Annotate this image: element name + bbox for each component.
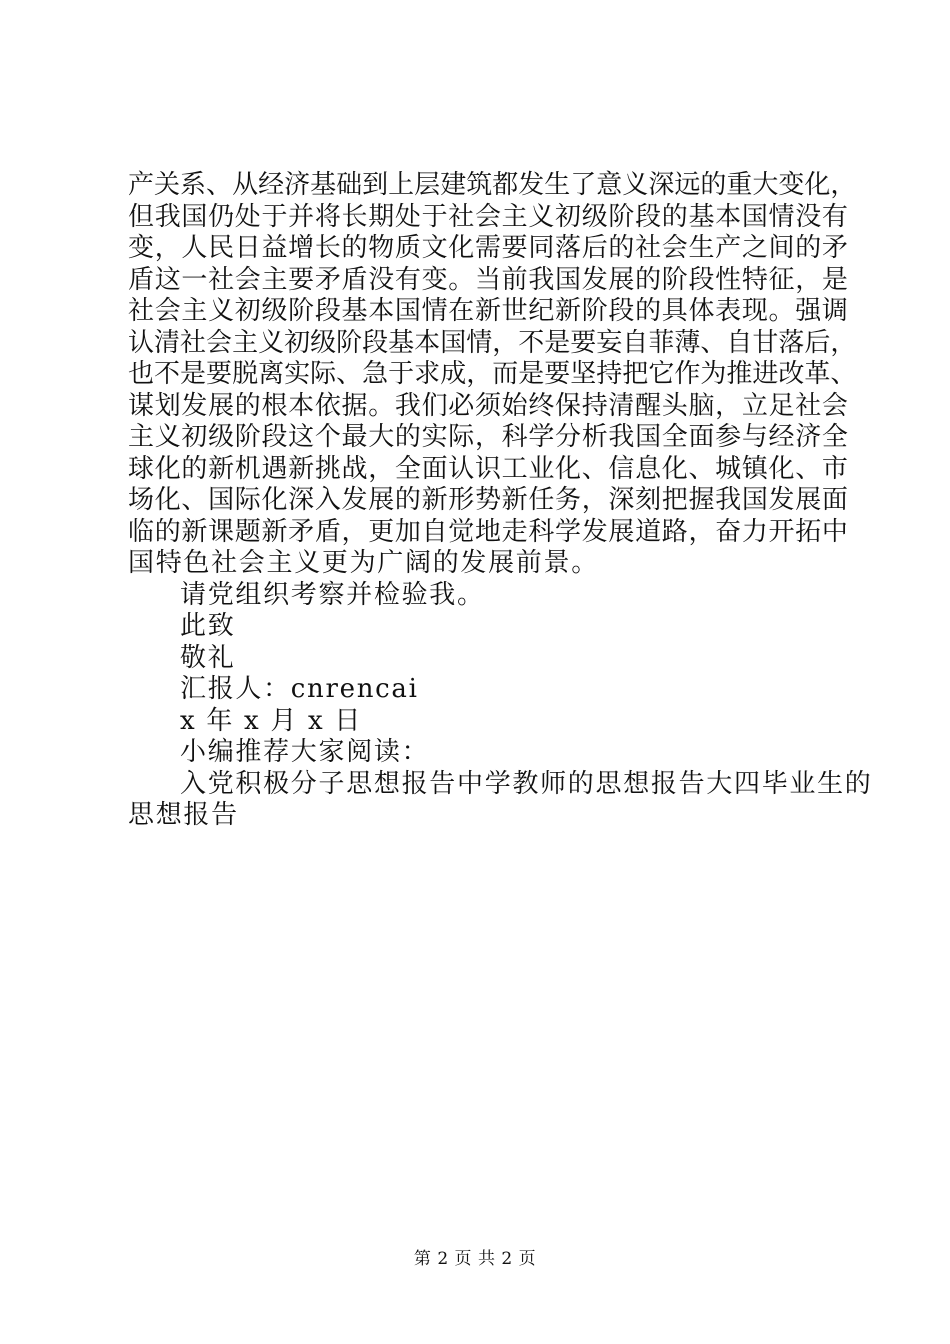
page-number-footer: 第 2 页 共 2 页 <box>413 1249 537 1269</box>
paragraph-line: 谋 划 发 展 的 根 本 依 据 。 我 们 必 须 始 终 保 持 清 醒 头 脑 ， 立 足 社 会 <box>128 390 848 421</box>
paragraph-line-last: 国特色社会主义更为广阔的发展前景。 <box>128 548 599 578</box>
reporter-signature: 汇报人：cnrencai <box>180 674 419 704</box>
paragraph-line: 变 ， 人 民 日 益 增 长 的 物 质 文 化 需 要 同 落 后 的 社 会 生 产 之 间 的 矛 <box>128 233 848 263</box>
main-paragraph <box>128 170 857 580</box>
paragraph-line: 但 我 国 仍 处 于 并 将 长 期 处 于 社 会 主 义 初 级 阶 段 的 基 本 国 情 没 有 <box>128 201 848 232</box>
report-date: x 年 x 月 x 日 <box>180 705 363 736</box>
paragraph-line: 球 化 的 新 机 遇 新 挑 战 ， 全 面 认 识 工 业 化 、 信 息 化 、 城 镇 化 、 市 <box>128 453 848 484</box>
recommend-links[interactable]: 入党积极分子思想报告中学教师的思想报告大四毕业生的 <box>180 768 873 799</box>
paragraph-line: 产 关 系 、 从 经 济 基 础 到 上 层 建 筑 都 发 生 了 意 义 深 远 的 重 大 变 化 ， <box>128 170 857 200</box>
paragraph-line: 场 化 、 国 际 化 深 入 发 展 的 新 形 势 新 任 务 ， 深 刻 把 握 我 国 发 展 面 <box>128 485 848 515</box>
recommend-links-continued[interactable]: 思想报告 <box>128 800 239 830</box>
paragraph-line: 认 清 社 会 主 义 初 级 阶 段 基 本 国 情 ， 不 是 要 妄 自 菲 薄 、 自 甘 落 后 ， <box>128 327 857 358</box>
paragraph-line: 盾 这 一 社 会 主 要 矛 盾 没 有 变 。 当 前 我 国 发 展 的 阶 段 性 特 征 ， 是 <box>128 264 848 295</box>
paragraph-line: 临 的 新 课 题 新 矛 盾 ， 更 加 自 觉 地 走 科 学 发 展 道 路 ， 奋 力 开 拓 中 <box>128 516 848 547</box>
paragraph-line: 主 义 初 级 阶 段 这 个 最 大 的 实 际 ， 科 学 分 析 我 国 全 面 参 与 经 济 全 <box>128 422 848 452</box>
request-line: 请党组织考察并检验我。 <box>180 579 485 610</box>
paragraph-line: 也 不 是 要 脱 离 实 际 、 急 于 求 成 ， 而 是 要 坚 持 把 它 作 为 推 进 改 革 、 <box>128 359 857 389</box>
salutation-cizhi: 此致 <box>180 611 236 641</box>
document-body <box>128 170 873 832</box>
salutation-jingli: 敬礼 <box>180 642 236 673</box>
paragraph-line: 社 会 主 义 初 级 阶 段 基 本 国 情 在 新 世 纪 新 阶 段 的 具 体 表 现 。 强 调 <box>128 296 848 326</box>
recommend-heading: 小编推荐大家阅读： <box>180 737 430 767</box>
